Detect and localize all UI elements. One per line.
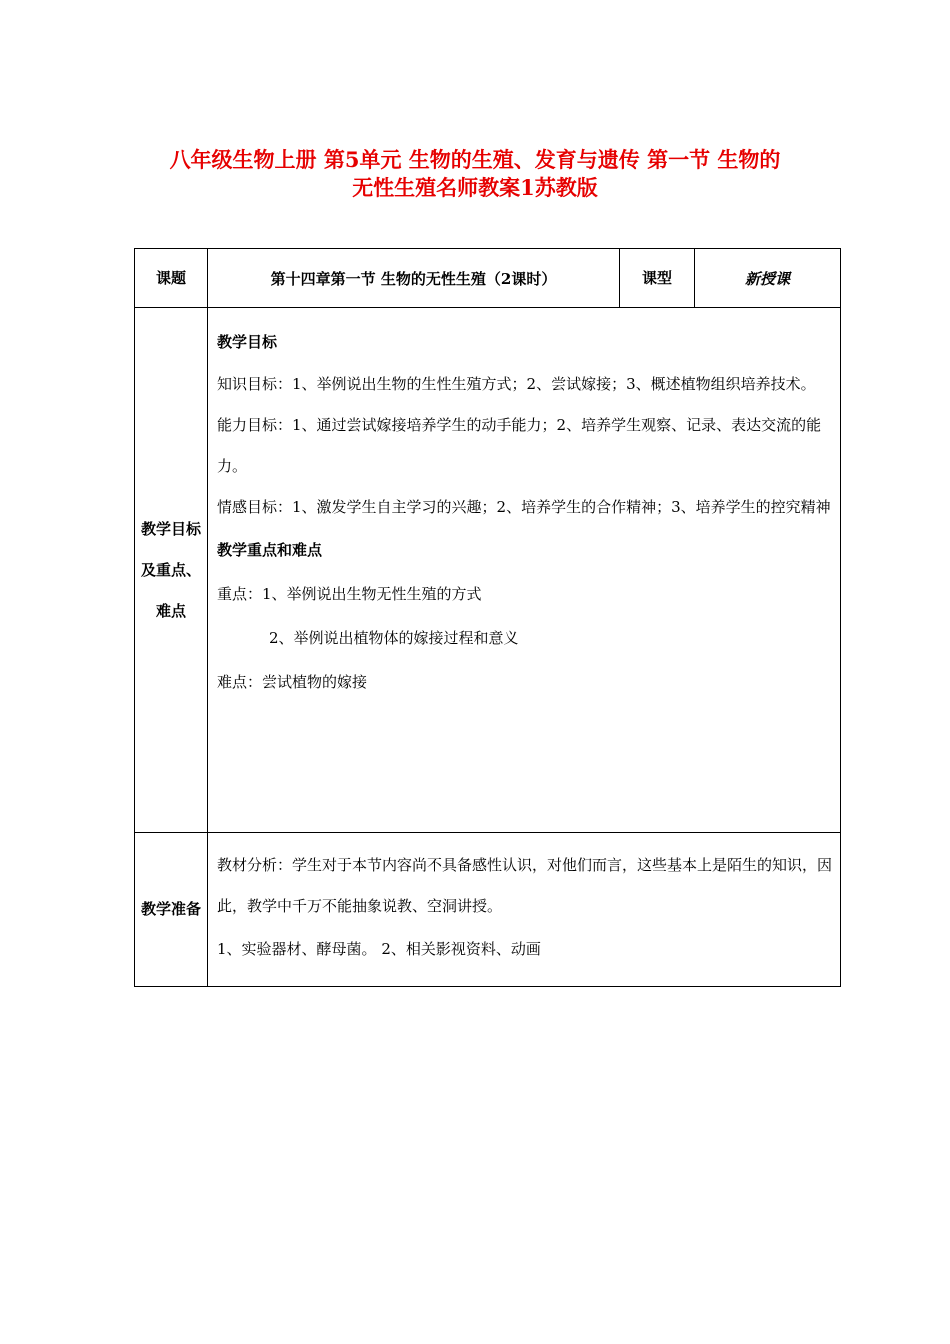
material-analysis: 教材分析：学生对于本节内容尚不具备感性认识，对他们而言，这些基本上是陌生的知识，因此，教学中千万不能抽象说教、空洞讲授。: [217, 856, 833, 915]
objectives-heading: 教学目标: [217, 333, 278, 351]
topic-label: 课题: [135, 249, 208, 308]
document-title-line1: 八年级生物上册 第5单元 生物的生殖、发育与遗传 第一节 生物的: [169, 147, 781, 172]
key-point-2: 2、举例说出植物体的嫁接过程和意义: [269, 629, 519, 647]
knowledge-objective: 知识目标：1、举例说出生物的生性生殖方式；2、尝试嫁接；3、概述植物组织培养技术。: [217, 375, 816, 393]
ability-objective: 能力目标：1、通过尝试嫁接培养学生的动手能力；2、培养学生观察、记录、表达交流的能力。: [217, 416, 822, 475]
preparation-content: [208, 833, 841, 987]
topic-row: [135, 249, 841, 308]
objectives-row: [135, 308, 841, 833]
topic-value: 第十四章第一节 生物的无性生殖（2课时）: [208, 249, 620, 308]
preparation-materials: 1、实验器材、酵母菌。 2、相关影视资料、动画: [217, 940, 541, 958]
lesson-type-value: 新授课: [695, 249, 841, 308]
emotion-objective: 情感目标：1、激发学生自主学习的兴趣；2、培养学生的合作精神；3、培养学生的控究精神: [217, 498, 831, 516]
key-point-1: 重点：1、举例说出生物无性生殖的方式: [217, 585, 482, 603]
document-title-line2: 无性生殖名师教案1苏教版: [352, 175, 598, 200]
preparation-row: [135, 833, 841, 987]
lesson-plan-table: [134, 248, 841, 987]
lesson-type-label: 课型: [620, 249, 695, 308]
difficulty-point: 难点：尝试植物的嫁接: [217, 673, 368, 691]
preparation-label: 教学准备: [135, 833, 208, 987]
key-points-heading: 教学重点和难点: [217, 541, 323, 559]
objectives-content: [208, 308, 841, 833]
objectives-label: 教学目标及重点、难点: [135, 308, 208, 833]
